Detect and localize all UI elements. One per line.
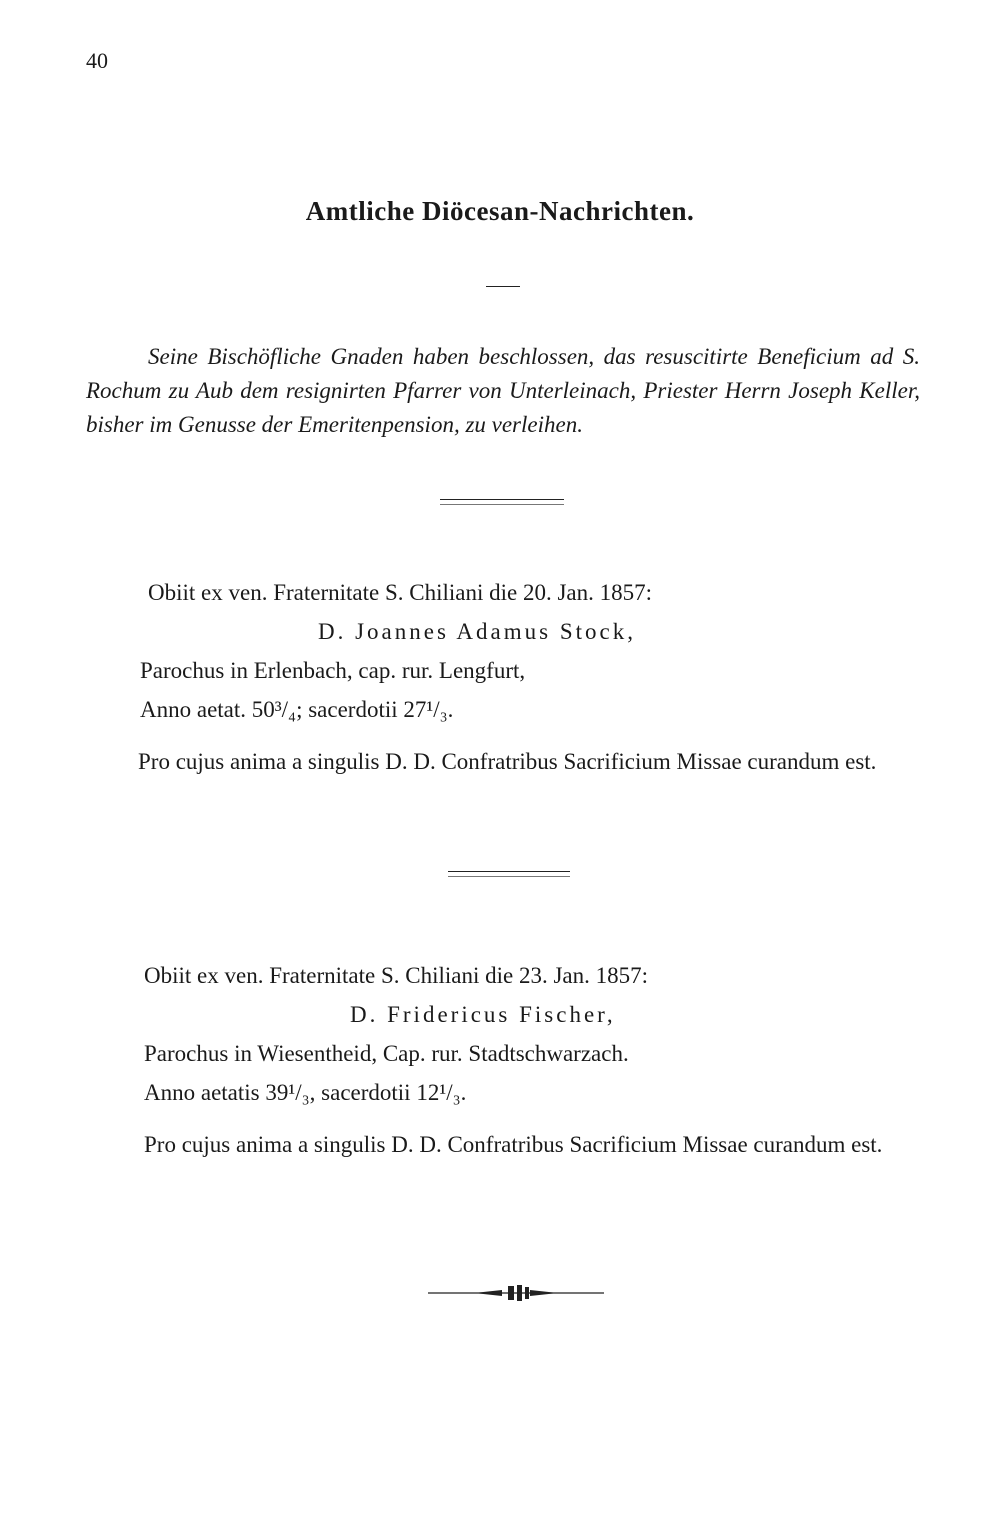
obituary-1-header: Obiit ex ven. Fraternitate S. Chiliani die 20. Jan. 1857: <box>148 580 653 605</box>
obituary-1-prayer: Pro cujus anima a singulis D. D. Confratribus Sacrificium Missae curandum est. <box>138 749 877 774</box>
section-divider-underline <box>448 876 570 877</box>
obituary-2-header: Obiit ex ven. Fraternitate S. Chiliani die 23. Jan. 1857: <box>144 963 649 988</box>
page-title: Amtliche Diöcesan-Nachrichten. <box>305 196 695 226</box>
section-divider-underline <box>440 504 564 505</box>
page-number: 40 <box>86 48 108 73</box>
title-rule <box>486 286 520 287</box>
obituary-1-age: Anno aetat. 50³/₄; sacerdotii 27¹/₃. <box>140 697 454 722</box>
section-divider <box>448 871 570 872</box>
section-divider <box>440 499 564 500</box>
end-ornament <box>428 1283 604 1303</box>
obituary-2-prayer: Pro cujus anima a singulis D. D. Confratribus Sacrificium Missae curandum est. <box>144 1132 883 1157</box>
obituary-2-age: Anno aetatis 39¹/₃, sacerdotii 12¹/₃. <box>144 1080 467 1105</box>
obituary-1-office: Parochus in Erlenbach, cap. rur. Lengfurt, <box>140 658 526 683</box>
obituary-2-office: Parochus in Wiesentheid, Cap. rur. Stadtschwarzach. <box>144 1041 629 1066</box>
obituary-2-name: D. Fridericus Fischer, <box>350 1002 616 1027</box>
obituary-1-name: D. Joannes Adamus Stock, <box>318 619 636 644</box>
appointment-notice: Seine Bischöfliche Gnaden haben beschlossen, das resuscitirte Beneficium ad S. Rochum zu Aub dem resignirten Pfarrer von Unterleinach, Priester Herrn Joseph Keller, bisher im Genusse der Emeritenpension, zu verleihen. <box>86 344 920 437</box>
